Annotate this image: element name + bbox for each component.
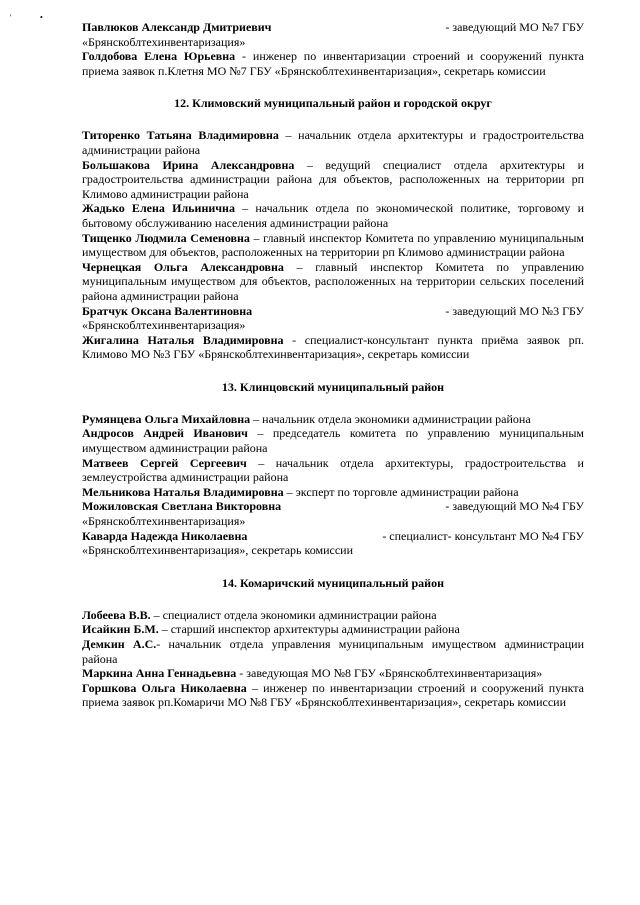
member-name: Румянцева Ольга Михайловна — [82, 411, 251, 426]
member-role: – ведущий специалист отдела архитектуры и градостроительства администрации района для объектов, расположенных на территории рп Климово администрации района — [82, 157, 584, 201]
member-entry — [82, 608, 584, 623]
member-name: Титоренко Татьяна Владимировна — [82, 128, 279, 143]
member-name: Матвеев Сергей Сергеевич — [82, 455, 247, 470]
member-entry — [82, 260, 584, 304]
member-role: - начальник отдела управления муниципальным имуществом администрации района — [82, 637, 584, 666]
member-entry — [82, 622, 584, 637]
member-name: Исайкин Б.М. — [82, 622, 159, 637]
member-role-continued: «Брянскоблтехинвентаризация» — [82, 34, 246, 49]
member-entry — [82, 412, 584, 427]
member-role: – начальник отдела архитектуры и градостроительства администрации района — [82, 128, 584, 157]
member-name: Жигалина Наталья Владимировна — [82, 332, 284, 347]
member-entry — [82, 499, 584, 514]
member-role: - специалист- консультант МО №4 ГБУ — [382, 528, 584, 543]
member-entry — [82, 304, 584, 319]
member-role: – начальник отдела экономики администрации района — [253, 411, 531, 426]
member-entry — [82, 485, 584, 500]
member-role: – главный инспектор Комитета по управлению муниципальным имуществом для объектов, расположенных на территории сельских поселений района администрации района — [82, 259, 584, 303]
member-entry — [82, 128, 584, 157]
member-name: Чернецкая Ольга Александровна — [82, 259, 284, 274]
member-role: - заведующая МО №8 ГБУ «Брянскоблтехинвентаризация» — [239, 666, 543, 681]
scan-dot: • — [40, 13, 43, 22]
member-entry — [82, 456, 584, 485]
section-heading: 12. Климовский муниципальный район и городской округ — [174, 96, 492, 111]
member-name: Каварда Надежда Николаевна — [82, 528, 248, 543]
scan-mark: ' — [10, 13, 12, 22]
member-name: Демкин А.С. — [82, 637, 157, 651]
member-entry — [82, 333, 584, 362]
member-role-continued: «Брянскоблтехинвентаризация» — [82, 514, 246, 529]
member-entry — [82, 231, 584, 260]
member-name: Андросов Андрей Иванович — [82, 426, 248, 441]
member-name: Братчук Оксана Валентиновна — [82, 303, 253, 318]
section-heading: 13. Клинцовский муниципальный район — [221, 379, 445, 394]
member-name: Можиловская Светлана Викторовна — [82, 499, 282, 514]
member-role: – старший инспектор архитектуры администрации района — [161, 622, 460, 637]
member-role: – инженер по инвентаризации строений и сооружений пункта приема заявок рп.Комаричи МО №8 ГБУ «Брянскоблтехинвентаризация», секретарь комиссии — [82, 680, 584, 710]
member-entry — [82, 637, 584, 666]
member-role: - инженер по инвентаризации строений и сооружений пункта приема заявок п.Клетня МО №7 ГБУ «Брянскоблтехинвентаризация», секретарь комиссии — [82, 49, 584, 78]
member-role: - заведующий МО №3 ГБУ — [445, 303, 584, 318]
member-entry — [82, 529, 584, 544]
member-role: - заведующий МО №7 ГБУ — [445, 20, 584, 34]
member-name: Жадько Елена Ильинична — [82, 201, 235, 216]
member-role: - заведующий МО №4 ГБУ — [445, 499, 584, 514]
member-entry — [82, 426, 584, 455]
member-name: Горшкова Ольга Николаевна — [82, 680, 247, 695]
member-role-continued: «Брянскоблтехинвентаризация», секретарь комиссии — [82, 543, 353, 558]
member-entry — [82, 201, 584, 230]
document-page — [82, 20, 584, 710]
member-role: - специалист-консультант пункта приёма заявок рп. Климово МО №3 ГБУ «Брянскоблтехинвентаризация», секретарь комиссии — [82, 332, 584, 362]
member-entry — [82, 666, 584, 681]
member-entry — [82, 20, 584, 35]
member-name: Тищенко Людмила Семеновна — [82, 230, 250, 245]
member-name: Лобеева В.В. — [82, 607, 151, 622]
member-entry — [82, 158, 584, 202]
member-role: – специалист отдела экономики администрации района — [153, 607, 437, 622]
member-role: – эксперт по торговле администрации района — [286, 484, 519, 499]
member-role: – начальник отдела по экономической политике, торговому и бытовому обслуживанию населения администрации района — [82, 201, 584, 230]
member-name: Павлюков Александр Дмитриевич — [82, 20, 272, 34]
member-entry — [82, 49, 584, 78]
member-name: Голдобова Елена Юрьевна — [82, 49, 236, 64]
member-name: Маркина Анна Геннадьевна — [82, 666, 237, 681]
member-role: – главный инспектор Комитета по управлению муниципальным имуществом для объектов, расположенных на территории рп Климово администрации района — [82, 230, 584, 260]
member-role: – председатель комитета по управлению муниципальным имуществом администрации района — [82, 426, 584, 456]
section-heading: 14. Комаричский муниципальный район — [221, 575, 445, 590]
member-name: Мельникова Наталья Владимировна — [82, 484, 284, 499]
member-role-continued: «Брянскоблтехинвентаризация» — [82, 318, 246, 333]
member-name: Большакова Ирина Александровна — [82, 157, 295, 172]
member-role: – начальник отдела архитектуры, градостроительства и землеустройства администрации района — [82, 455, 584, 485]
member-entry — [82, 681, 584, 710]
